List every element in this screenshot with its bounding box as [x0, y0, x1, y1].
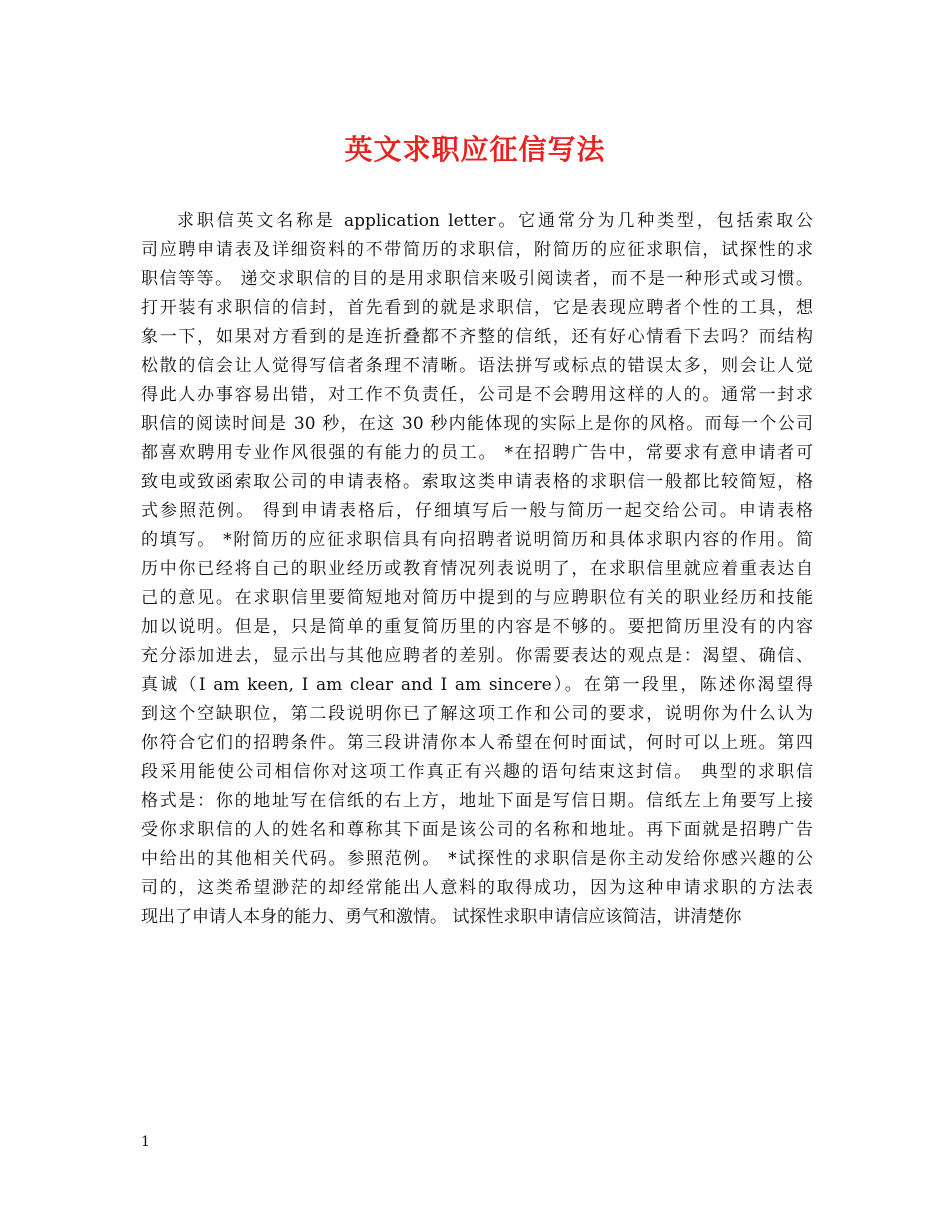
text-line: 格式是：你的地址写在信纸的右上方，地址下面是写信日期。信纸左上角要写上接: [141, 791, 813, 811]
text-line: 受你求职信的人的姓名和尊称其下面是该公司的名称和地址。再下面就是招聘广告: [141, 820, 813, 840]
page-number: 1: [141, 1134, 150, 1150]
text-line: 现出了申请人本身的能力、勇气和激情。 试探性求职申请信应该简洁，讲清楚你: [141, 907, 742, 927]
text-line: 象一下，如果对方看到的是连折叠都不齐整的信纸，还有好心情看下去吗？而结构: [141, 327, 813, 347]
text-line: 充分添加进去，显示出与其他应聘者的差别。你需要表达的观点是：渴望、确信、: [141, 646, 813, 666]
text-line: 松散的信会让人觉得写信者条理不清晰。语法拼写或标点的错误太多，则会让人觉: [141, 356, 813, 376]
text-line: 你符合它们的招聘条件。第三段讲清你本人希望在何时面试，何时可以上班。第四: [141, 733, 813, 753]
text-line: 打开装有求职信的信封，首先看到的就是求职信，它是表现应聘者个性的工具，想: [141, 298, 813, 318]
text-line: 中给出的其他相关代码。参照范例。 *试探性的求职信是你主动发给你感兴趣的公: [141, 849, 813, 869]
text-line: 式参照范例。 得到申请表格后，仔细填写后一般与简历一起交给公司。申请表格: [141, 501, 813, 521]
text-line: 到这个空缺职位，第二段说明你已了解这项工作和公司的要求，说明你为什么认为: [141, 704, 813, 724]
text-line: 致电或致函索取公司的申请表格。索取这类申请表格的求职信一般都比较简短，格: [141, 472, 813, 492]
text-line: 加以说明。但是，只是简单的重复简历里的内容是不够的。要把简历里没有的内容: [141, 617, 813, 637]
document-body: [141, 207, 813, 932]
text-line: 的填写。 *附简历的应征求职信具有向招聘者说明简历和具体求职内容的作用。简: [141, 530, 813, 550]
text-line: 求职信英文名称是 application letter。它通常分为几种类型，包括索取公: [177, 211, 813, 231]
document-title: 英文求职应征信写法: [344, 133, 606, 166]
text-line: 段采用能使公司相信你对这项工作真正有兴趣的语句结束这封信。 典型的求职信: [141, 762, 813, 782]
text-line: 历中你已经将自己的职业经历或教育情况列表说明了，在求职信里就应着重表达自: [141, 559, 813, 579]
text-line: 己的意见。在求职信里要简短地对简历中提到的与应聘职位有关的职业经历和技能: [141, 588, 813, 608]
text-line: 都喜欢聘用专业作风很强的有能力的员工。 *在招聘广告中，常要求有意申请者可: [141, 443, 813, 463]
text-line: 职信等等。 递交求职信的目的是用求职信来吸引阅读者，而不是一种形式或习惯。: [141, 269, 813, 289]
text-line: 职信的阅读时间是 30 秒，在这 30 秒内能体现的实际上是你的风格。而每一个公司: [141, 414, 813, 434]
text-line: 司的，这类希望渺茫的却经常能出人意料的取得成功，因为这种申请求职的方法表: [141, 878, 813, 898]
text-line: 真诚（I am keen, I am clear and I am sincere）。在第一段里，陈述你渴望得: [141, 675, 813, 695]
text-line: 得此人办事容易出错，对工作不负责任，公司是不会聘用这样的人的。通常一封求: [141, 385, 813, 405]
text-line: 司应聘申请表及详细资料的不带简历的求职信，附简历的应征求职信，试探性的求: [141, 240, 813, 260]
